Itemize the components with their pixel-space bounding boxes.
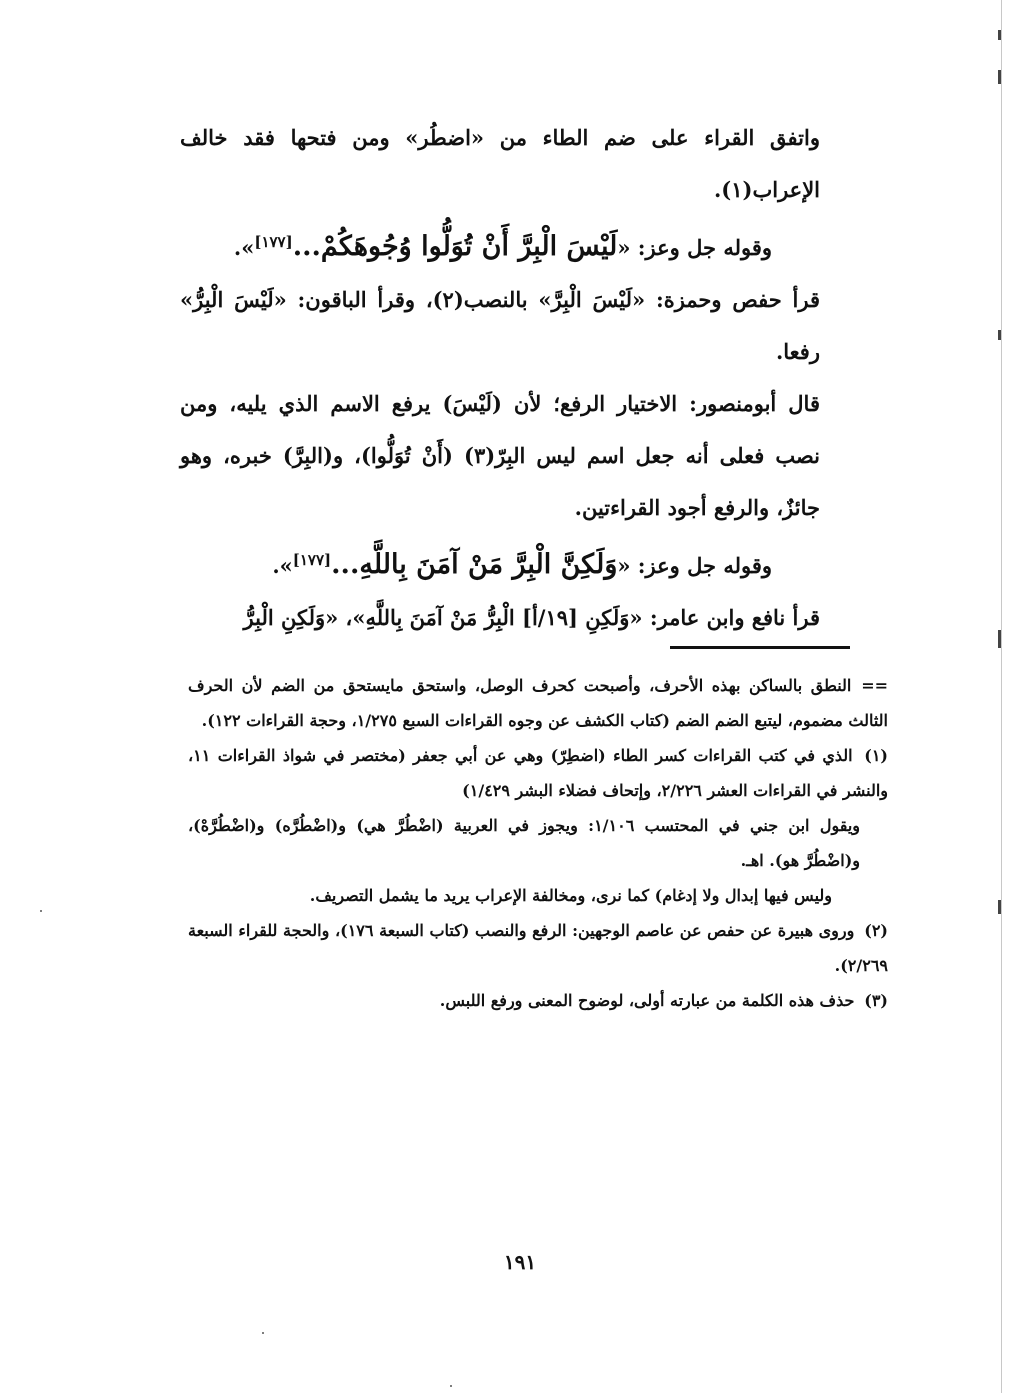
scan-edge-mark bbox=[998, 330, 1001, 340]
quran-verse: لَيْسَ الْبِرَّ أَنْ تُوَلُّوا وُجُوهَكُمْ... bbox=[292, 231, 618, 262]
paragraph-1: واتفق القراء على ضم الطاء من «اضطُر» ومن فتحها فقد خالف الإعراب(١). bbox=[180, 125, 820, 202]
footnote-separator bbox=[670, 646, 850, 649]
scan-edge-mark bbox=[998, 70, 1001, 84]
verse-intro: وقوله جل وعز: « bbox=[617, 553, 772, 578]
footnote-1-continued: ويقول ابن جني في المحتسب ١/١٠٦: ويجوز في العربية (اضْطُرَّ هي) و(اضْطُرَّه) و(اضْطُرَّهْ)، و(اضْطُرَّ هو). اهـ. bbox=[188, 816, 861, 870]
footnote-number: (٢) bbox=[864, 921, 888, 940]
footnote-3 bbox=[188, 983, 888, 1018]
footnotes bbox=[188, 668, 888, 1018]
footnote-1 bbox=[188, 738, 888, 808]
footnote-number: (١) bbox=[864, 746, 888, 765]
verse-reference: [١٧٧] bbox=[254, 233, 293, 251]
footnote-text: الذي في كتب القراءات كسر الطاء (اضطِرّ) وهي عن أبي جعفر (مختصر في شواذ القراءات ١١، والنشر في القراءات العشر ٢/٢٢٦، وإتحاف فضلاء البشر ١/٤٢٩) bbox=[188, 746, 888, 800]
footnote-continuation bbox=[188, 668, 888, 738]
footnote-text: النطق بالساكن بهذه الأحرف، وأصبحت كحرف الوصل، واستحق مايستحق من الضم لأن الحرف الثالث مضموم، ليتبع الضم الضم (كتاب الكشف عن وجوه القراءات السبع ١/٢٧٥، وحجة القراءات ١٢٢). bbox=[188, 676, 888, 730]
scan-speck bbox=[40, 910, 42, 912]
verse-line-2 bbox=[180, 534, 820, 592]
footnote-text: حذف هذه الكلمة من عبارته أولى، لوضوح المعنى ورفع اللبس. bbox=[439, 991, 855, 1010]
main-text bbox=[180, 112, 820, 644]
scan-speck bbox=[262, 1332, 264, 1334]
footnote-2 bbox=[188, 913, 888, 983]
paragraph-4: قرأ نافع وابن عامر: «وَلَكِنِ [١٩/أ] الْبِرُّ مَنْ آمَنَ بِاللَّهِ»، «وَلَكِنِ الْبِرُّ bbox=[243, 605, 820, 630]
scan-speck bbox=[450, 1385, 452, 1387]
verse-line-1 bbox=[180, 216, 820, 274]
paragraph-2: قرأ حفص وحمزة: «لَيْسَ الْبِرَّ» بالنصب(٢)، وقرأ الباقون: «لَيْسَ الْبِرُّ» رفعا. bbox=[180, 287, 820, 364]
paragraph-3: قال أبومنصور: الاختيار الرفع؛ لأن (لَيْسَ) يرفع الاسم الذي يليه، ومن نصب فعلى أنه جعل اسم ليس البِرّ(٣) (أَنْ تُوَلُّوا)، و(البِرَّ) خبره، وهو جائزٌ، والرفع أجود القراءتين. bbox=[180, 391, 820, 520]
verse-close: ». bbox=[272, 553, 293, 578]
scan-edge-line bbox=[1001, 0, 1002, 1393]
continuation-mark: == bbox=[861, 676, 888, 695]
scan-edge-mark bbox=[998, 630, 1001, 648]
footnote-number: (٣) bbox=[864, 991, 888, 1010]
footnote-text: وروى هبيرة عن حفص عن عاصم الوجهين: الرفع والنصب (كتاب السبعة ١٧٦)، والحجة للقراء السبعة ٢/٢٦٩). bbox=[188, 921, 888, 975]
scan-edge-mark bbox=[998, 30, 1001, 40]
quran-verse: وَلَكِنَّ الْبِرَّ مَنْ آمَنَ بِاللَّهِ... bbox=[331, 549, 618, 580]
footnote-1-continued: وليس فيها إبدال ولا إدغام) كما نرى، ومخالفة الإعراب يريد ما يشمل التصريف. bbox=[309, 886, 832, 905]
page-number: ١٩١ bbox=[503, 1250, 537, 1274]
scan-edge-mark bbox=[998, 900, 1001, 914]
verse-close: ». bbox=[233, 235, 255, 260]
verse-intro: وقوله جل وعز: « bbox=[617, 235, 772, 260]
verse-reference: [١٧٧] bbox=[292, 551, 332, 569]
